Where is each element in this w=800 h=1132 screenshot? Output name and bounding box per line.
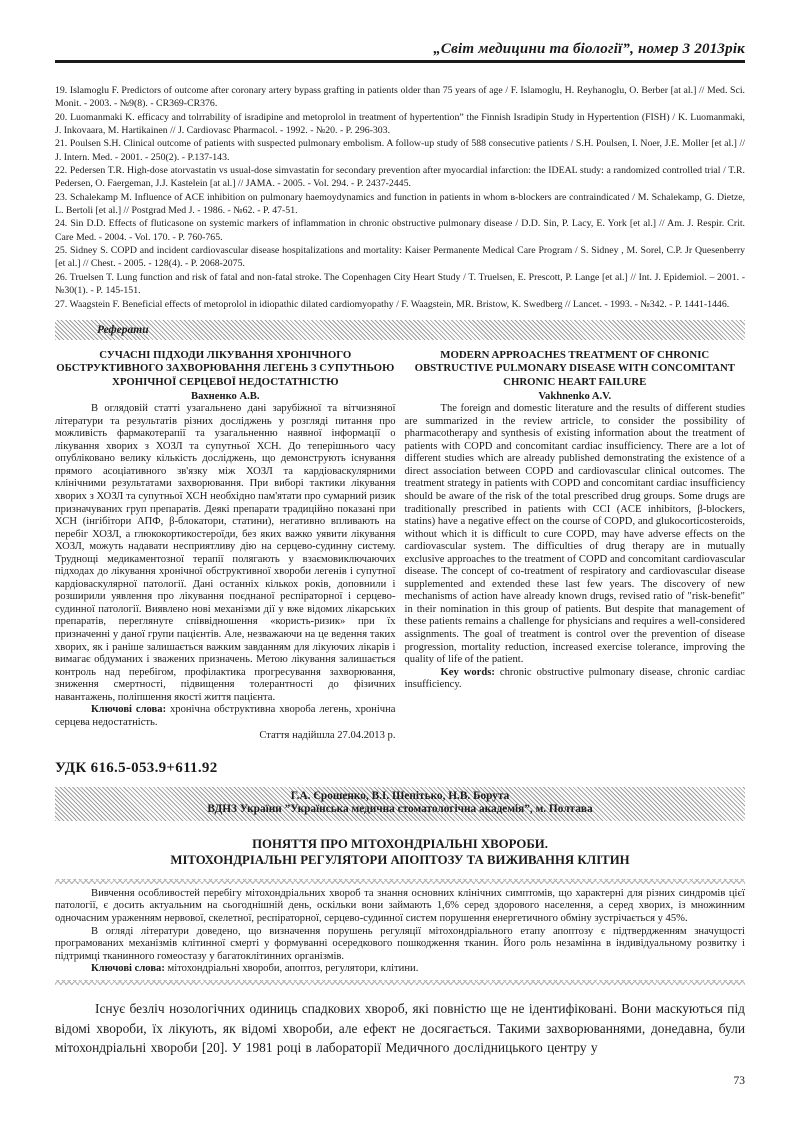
abstract-en-title: MODERN APPROACHES TREATMENT OF CHRONIC OBSTRUCTIVE PULMONARY DISEASE WITH CONCOMITANT CHRONIC HEART FAILURE (414, 348, 735, 389)
reference-item: 23. Schalekamp M. Influence of ACE inhibition on pulmonary haemoydynamics and function in patients in whom в-blockers are contraindicated / M. Schalekamp, G. Dietze, L. Bertoli [et al.] // Postgrad Med J. - 1986. - №62. - P. 47-51. (55, 191, 745, 217)
article2-intro-paragraph: Існує безліч нозологічних одиниць спадкових хвороб, які повністю ще не ідентифіковані. Вони маскуються під відомі хвороби, їх лікують, як відомі хвороби, але ефект не досягається. Такими захворюваннями, донедавна, були мітохондріальні хвороби [20]. У 1981 році в лабораторії Медичного дослідницького центру у (55, 1001, 745, 1056)
article2-authors-band (55, 787, 745, 821)
reference-item: 27. Waagstein F. Beneficial effects of metoprolol in idiopathic dilated cardiomyopathy / F. Waagstein, MR. Bristow, K. Swedberg // Lancet. - 1993. - №342. - P. 1441-1446. (55, 298, 730, 310)
article2-keywords (55, 963, 745, 976)
article2-abstract (55, 888, 745, 976)
zigzag-divider-bottom (55, 980, 745, 985)
zigzag-divider-top (55, 879, 745, 884)
referaty-label: Реферати (97, 323, 149, 336)
abstract-en-author: Vakhnenko A.V. (538, 390, 612, 402)
keywords-text: мітохондріальні хвороби, апоптоз, регулятори, клітини. (164, 963, 419, 975)
abstract-ua-title: СУЧАСНІ ПІДХОДИ ЛІКУВАННЯ ХРОНІЧНОГО ОБСТРУКТИВНОГО ЗАХВОРЮВАННЯ ЛЕГЕНЬ З СУПУТНЬОЮ ХРОНІЧНОЇ СЕРЦЕВОЇ НЕДОСТАТНІСТЮ (56, 348, 395, 389)
journal-header: „Світ медицини та біології”, номер 3 2013рік (433, 41, 745, 57)
article2-title (55, 836, 745, 869)
abstract-ukrainian (55, 349, 396, 743)
article2-title-line2: МІТОХОНДРІАЛЬНІ РЕГУЛЯТОРИ АПОПТОЗУ ТА ВИЖИВАННЯ КЛІТИН (170, 853, 630, 868)
references-list (55, 84, 745, 311)
reference-item: 22. Pedersen T.R. High-dose atorvastatin vs usual-dose simvastatin for secondary prevention after myocardial infarction: the IDEAL study: a randomized controlled trial / T.R. Pedersen, O. Faergeman, J.J. Kastelein [at al.] // JAMA. - 2005. - Vol. 294. - P. 2437-2445. (55, 165, 745, 190)
abstract-en-keywords (405, 667, 746, 692)
article2-title-line1: ПОНЯТТЯ ПРО МІТОХОНДРІАЛЬНІ ХВОРОБИ. (252, 836, 548, 851)
abstract-ua-keywords (55, 704, 396, 729)
article2-abstract-paragraph: В огляді літератури доведено, що визначення порушень регуляції мітохондріального етапу апоптозу є підтвердженням значущості програмованих механізмів клітинної смерті у формуванні осередкового пошкодження тканин. Його роль незамінна в індивідуальному розвитку і підтримці тканинного гомеостазу у багатоклітинних організмів. (55, 925, 745, 962)
abstract-ua-author: Вахненко А.В. (191, 390, 260, 402)
page-number: 73 (733, 1074, 745, 1087)
keywords-label: Key words: (440, 666, 495, 678)
abstract-ua-body: В оглядовій статті узагальнено дані зарубіжної та вітчизняної літератури та результатів різних досліджень у розгляді питання про можливість фармакотерапії та узагальненню наявної інформації о лікування хворих з ХОЗЛ та супутньої ХСН. До теперішнього часу опубліковано велику кількість досліджень, що демонструють існування прямого асоціативного зв'язку між ХОЗЛ та кардіоваскулярними клінічними результатами захворювання. При виборі тактики лікування хворих з ХОЗЛ та супутньої ХСН необхідно пам'ятати про сумарний ризик призначуваних груп препаратів. Деякі препарати традиційно показані при ХСН (інгібітори АПФ, β-блокатори, статини), негативно впливають на перебіг ХОЗЛ, а глюкокортикостероїди, без яких важко уявити лікування ХОЗЛ, можуть надавати несприятливу дію на серцево-судинну систему. Труднощі медикаментозної терапії полягають у взаємовиключаючих підходах до лікування хронічної обструктивної хвороби легенів і супутної кардіоваскулярної патології. Дані останніх кількох років, доповнили і розширили уявлення про лікування поєднаної респіраторної і серцево-судинної патології. Виявлено нові механізми дії у вже відомих лікарських препаратів, переглянуте співвідношення «користь-ризик» при їх призначенні у даної групи пацієнтів. Але, незважаючи на це ведення таких хворих, як і раніше залишається важким завданням для лікуючих лікарів і вимагає обдуманих і зважених призначень. Метою лікування залишається контроль над перебігом, профілактика прогресування захворювання, зниження смертності, підвищення толерантності до фізичних навантажень, поліпшення якості життя пацієнта. (55, 403, 396, 703)
keywords-label: Ключові слова: (91, 963, 165, 975)
article2-abstract-paragraph: Вивчення особливостей перебігу мітохондріальних хвороб та знання основних клінічних симптомів, що характерні для різних синдромів цієї патології, є досить актуальним на сьогоднішній день, оскільки вони займають 1,6% серед здорового населення, а серед хворих, із множинним одночасним ураженням нервової, скелетної, респіраторної, серцево-судинної систем порушення енергетичного обміну зустрічається у 45%. (55, 887, 745, 925)
abstract-en-body: The foreign and domestic literature and the results of different studies are summarized in the review artricle, to consider the possibility of pharmacotherapy and synthesis of existing information about the treatment of patients with COPD and concomitant cardiac insufficiency. There are a lot of different studies which are already published demonstrating the existence of a direct association between COPD and cardiovascular clinical outcomes. The treatment strategy in patients with COPD and concomitant cardiac insufficiency should be aware of the risk of the total prescribed drug groups. Some drugs are traditionally prescribed in patients with CCI (ACE inhibitors, β-blockers, statins) have a negative effect on the course of COPD, and glukocorticosteroids, without which it is difficult to cure COPD, may have adverse effects on the cardiovascular system. The difficulties of drug therapy are in mutually exclusive approaches to the treatment of COPD and concomitant cardiovascular disease. The concept of co-treatment of respiratory and cardiovascular disease supplemented and extended these last few years. The discovery of new mechanisms of action have already known drugs, revised ratio of "risk-benefit" in their nomination in this group of patients. But despite that management of these patients remains a challenge for physicians and requires a well-considered assignments. The goal of treatment is control over the prevention of disease progression, mortality reduction, increased exercise tolerance, improving the quality of life of the patient. (404, 403, 745, 666)
keywords-text: chronic obstructive pulmonary disease, chronic cardiac insufficiency. (404, 666, 745, 691)
abstract-english (405, 349, 746, 743)
reference-item: 24. Sin D.D. Effects of fluticasone on systemic markers of inflammation in chronic obstructive pulmonary disease / D.D. Sin, P. Lacy, E. York [et al.] // Am. J. Respir. Crit. Care Med. - 2004. - Vol. 170. - P. 760-765. (55, 218, 745, 243)
keywords-text: хронічна обструктивна хвороба легень, хронічна серцева недостатність. (55, 704, 396, 728)
header-rule (55, 60, 745, 63)
reference-item: 21. Poulsen S.H. Clinical outcome of patients with suspected pulmonary embolism. A follow-up study of 588 consecutive patients / S.H. Poulsen, I. Noer, J.E. Moller [et al.] // J. Intern. Med. - 2001. - 250(2). - P.137-143. (55, 138, 745, 163)
referaty-section-band (55, 320, 745, 340)
udc-code: УДК 616.5-053.9+611.92 (55, 759, 218, 776)
keywords-label: Ключові слова: (91, 704, 167, 716)
abstracts-columns (55, 349, 745, 743)
reference-item: 26. Truelsen T. Lung function and risk of fatal and non-fatal stroke. The Copenhagen City Heart Study / T. Truelsen, E. Prescott, P. Lange [et al.] // Int. J. Epidemiol. – 2001. - №30(1). - P. 145-151. (55, 271, 745, 297)
reference-item: 20. Luomanmaki K. efficacy and tolrrability of isradipine and metoprolol in treatment of hypertention” the Finnish Isradipin Study in Hypertention (FISH) / K. Luomanmaki, J. Inkovaara, M. Hartikainen // J. Cardiovasc Pharmacol. - 1992. - №20. - P. 296-303. (55, 111, 745, 137)
reference-item: 25. Sidney S. COPD and incident cardiovascular disease hospitalizations and mortality: Kaiser Permanente Medical Care Program / S. Sidney , M. Sorel, C.P. Jr Quesenberry [et al.] // Chest. - 2005. - 128(4). - P. 2068-2075. (55, 245, 745, 270)
article2-authors: Г.А. Єрошенко, В.І. Шепітько, Н.В. Борута (290, 789, 510, 802)
article2-affiliation: ВДНЗ України ”Українська медична стоматологічна академія”, м. Полтава (207, 803, 593, 816)
reference-item: 19. Islamoglu F. Predictors of outcome after coronary artery bypass grafting in patients older than 75 years of age / F. Islamoglu, H. Reyhanoglu, O. Berber [at al.] // Med. Sci. Monit. - 2003. - №9(8). - CR369-CR376. (55, 85, 745, 110)
article-received-date: Стаття надійшла 27.04.2013 р. (259, 730, 396, 742)
